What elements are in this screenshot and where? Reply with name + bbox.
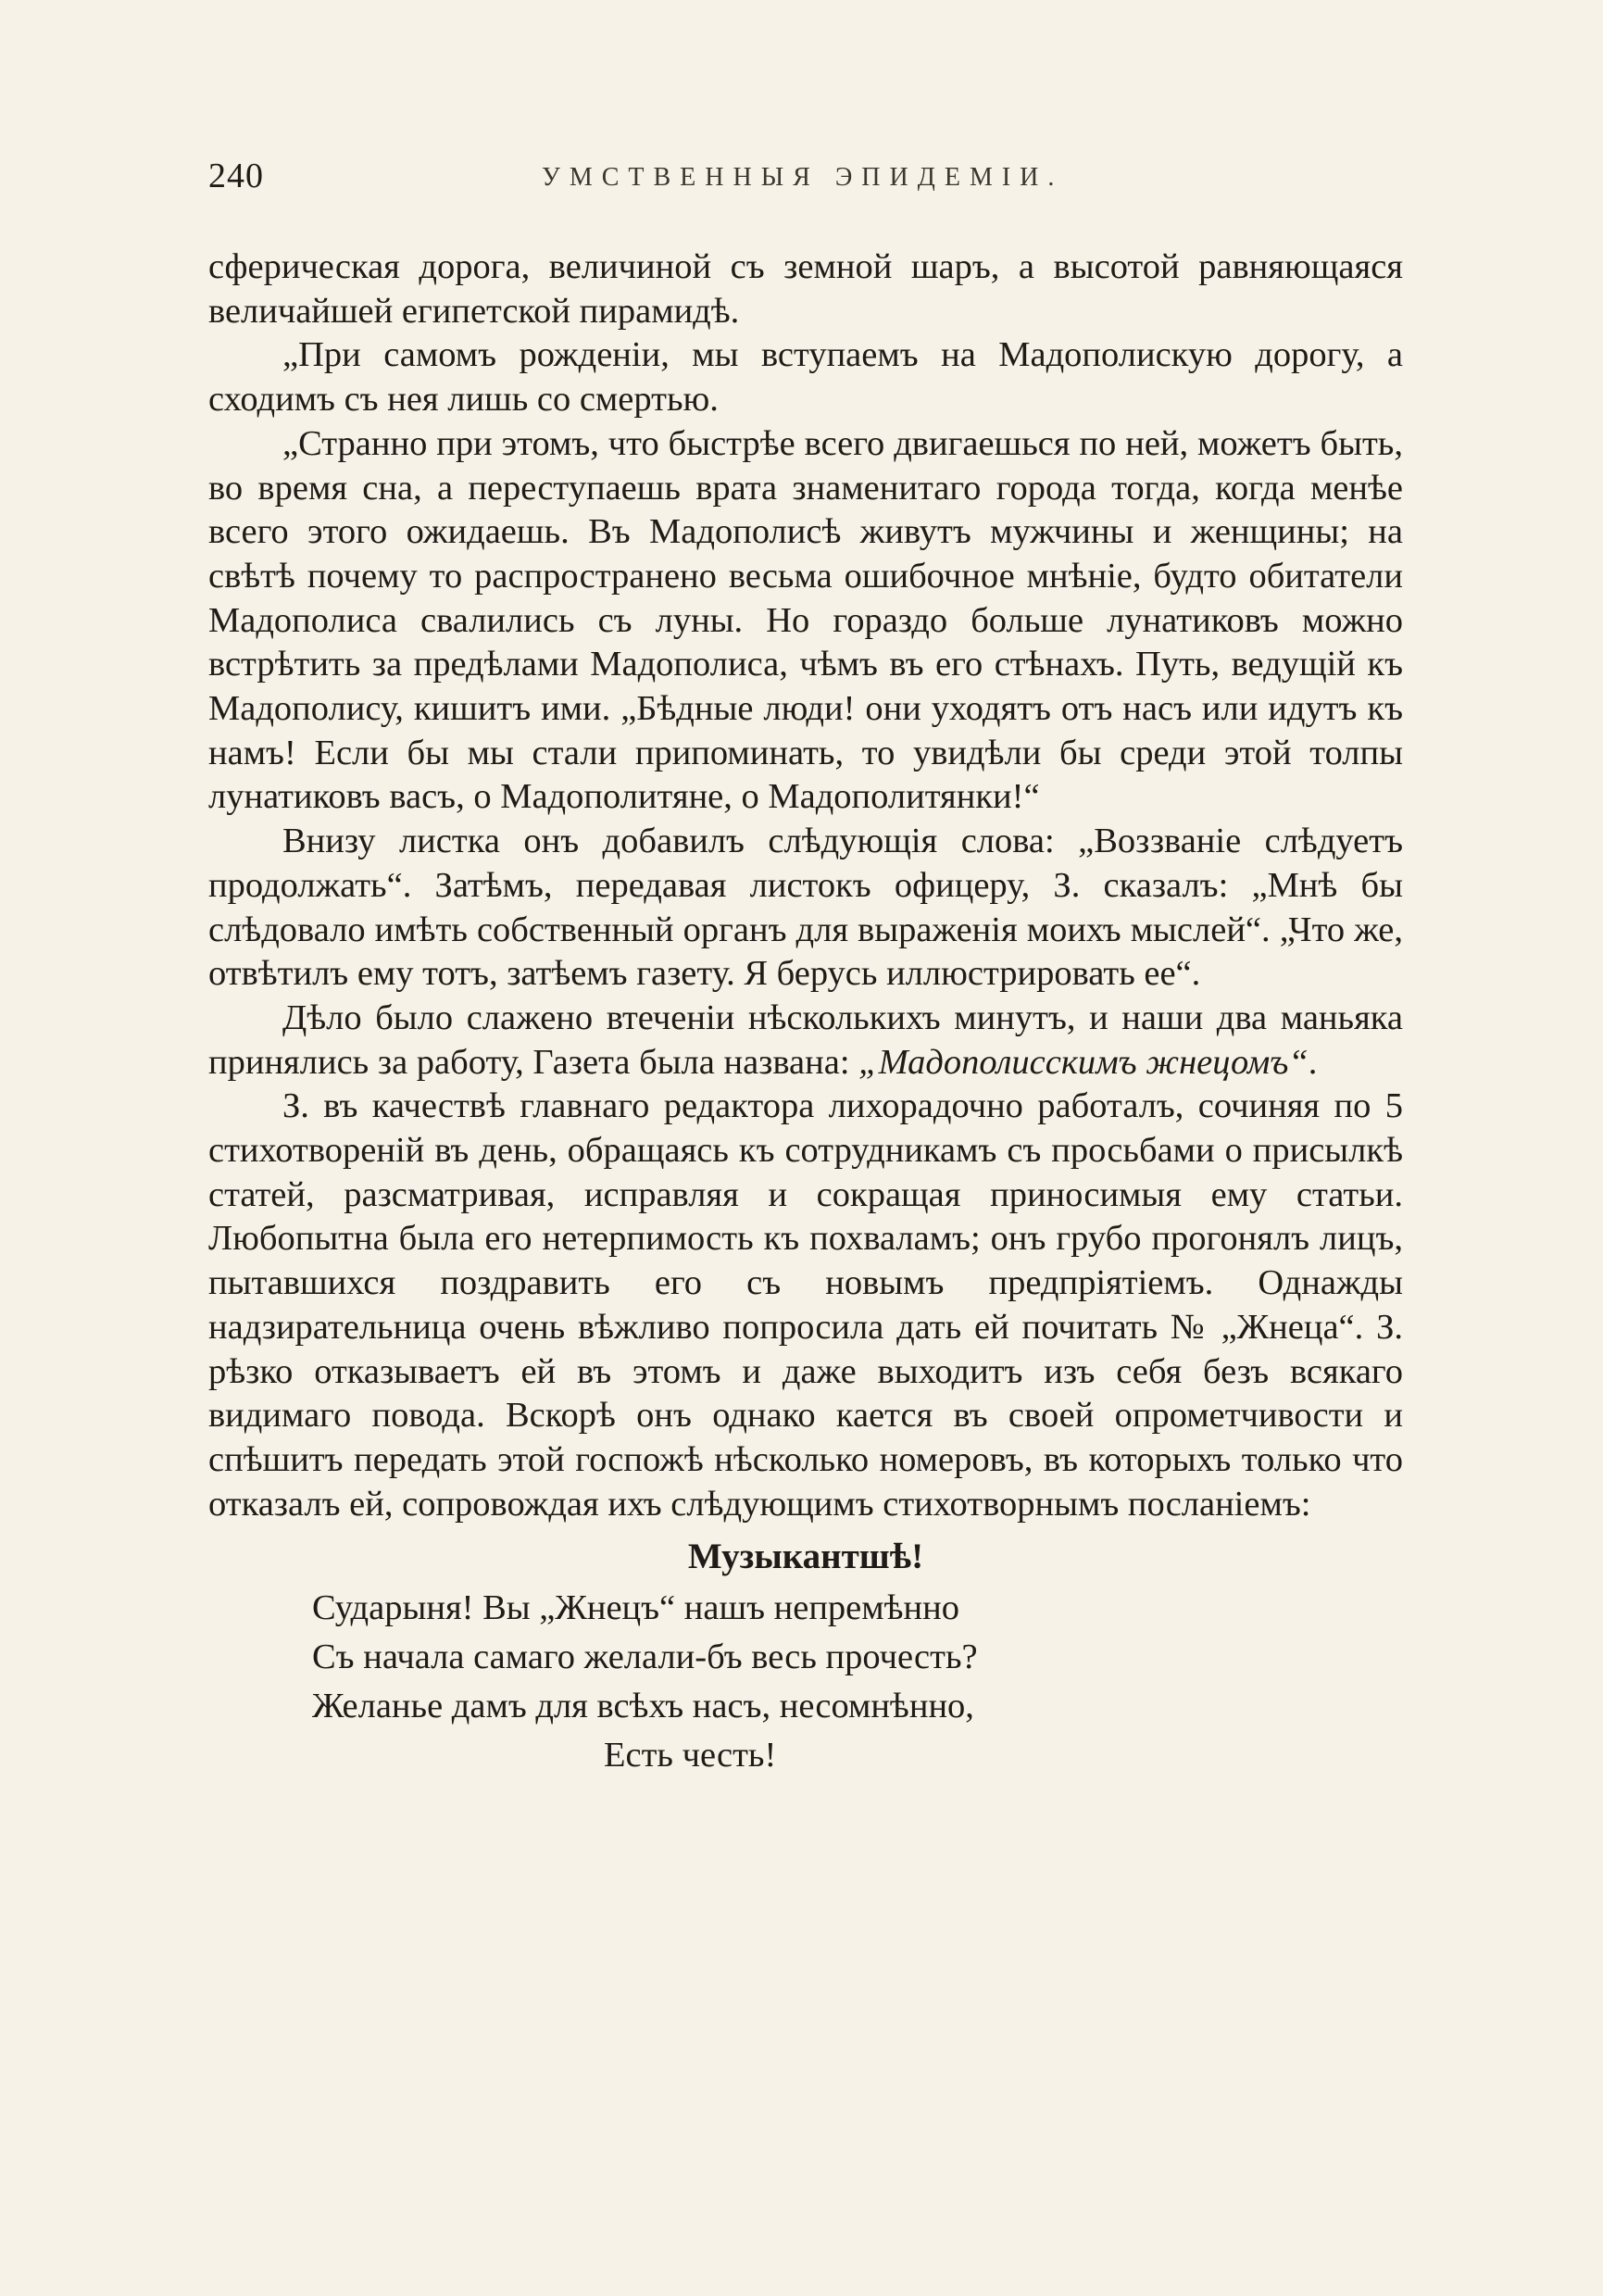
paragraph: „Странно при этомъ, что быстрѣе всего двигаешься по ней, можетъ быть, во время сна, а переступаешь врата знаменитаго города тогда, когда менѣе всего этого ожидаешь. Въ Мадополисѣ живутъ мужчины и женщины; на свѣтѣ почему то распространено весьма ошибочное мнѣніе, будто обитатели Мадополиса свалились съ луны. Но гораздо больше лунатиковъ можно встрѣтить за предѣлами Мадополиса, чѣмъ въ его стѣнахъ. Путь, ведущій къ Мадополису, кишитъ ими. „Бѣдные люди! они уходятъ отъ насъ или идутъ къ намъ! Если бы мы стали припоминать, то увидѣли бы среди этой толпы лунатиковъ васъ, о Мадополитяне, о Мадополитянки!“ [208, 423, 1403, 817]
paragraph-text: Дѣло было слажено втеченіи нѣсколькихъ минутъ, и наши два маньяка принялись за работу, Газета была названа: [208, 997, 1403, 1082]
poem-title: Музыкантшѣ! [687, 1537, 924, 1577]
paragraph [208, 997, 1403, 1085]
page-header [208, 156, 1403, 211]
poem [312, 1584, 1403, 1780]
paragraph: Внизу листка онъ добавилъ слѣдующія слова: „Воззваніе слѣдуетъ продолжать“. Затѣмъ, передавая листокъ офицеру, З. сказалъ: „Мнѣ бы слѣдовало имѣть собственный органъ для выраженія моихъ мыслей“. „Что же, отвѣтилъ ему тотъ, затѣемъ газету. Я берусь иллюстрировать ее“. [208, 822, 1403, 994]
poem-line: Есть честь! [604, 1736, 777, 1775]
paragraph: сферическая дорога, величиной съ земной шаръ, а высотой равняющаяся величайшей египетской пирамидѣ. [208, 247, 1403, 331]
poem-line: Сударыня! Вы „Жнецъ“ нашъ непремѣнно [312, 1588, 959, 1628]
paragraph: „При самомъ рожденіи, мы вступаемъ на Мадополискую дорогу, а сходимъ съ нея лишь со смертью. [208, 335, 1403, 420]
body-text [208, 245, 1403, 1780]
running-head: УМСТВЕННЫЯ ЭПИДЕМІИ. [542, 163, 1064, 192]
newspaper-title: „Мадополисскимъ жнецомъ“ [858, 1042, 1309, 1082]
paragraph: З. въ качествѣ главнаго редактора лихорадочно работалъ, сочиняя по 5 стихотвореній въ день, обращаясь къ сотрудникамъ съ просьбами о присылкѣ статей, разсматривая, исправляя и сокращая приносимыя ему статьи. Любопытна была его нетерпимость къ похваламъ; онъ грубо прогонялъ лицъ, пытавшихся поздравить его съ новымъ предпріятіемъ. Однажды надзирательница очень вѣжливо попросила дать ей почитать № „Жнеца“. З. рѣзко отказываетъ ей въ этомъ и даже выходитъ изъ себя безъ всякаго видимаго повода. Вскорѣ онъ однако кается въ своей опрометчивости и спѣшитъ передать этой госпожѣ нѣсколько номеровъ, въ которыхъ только что отказалъ ей, сопровождая ихъ слѣдующимъ стихотворнымъ посланіемъ: [208, 1086, 1403, 1524]
paragraph-end: . [1308, 1042, 1318, 1082]
poem-line: Съ начала самаго желали-бъ весь прочесть? [312, 1637, 978, 1677]
page-number: 240 [208, 157, 264, 195]
poem-line: Желанье дамъ для всѣхъ насъ, несомнѣнно, [312, 1687, 974, 1726]
